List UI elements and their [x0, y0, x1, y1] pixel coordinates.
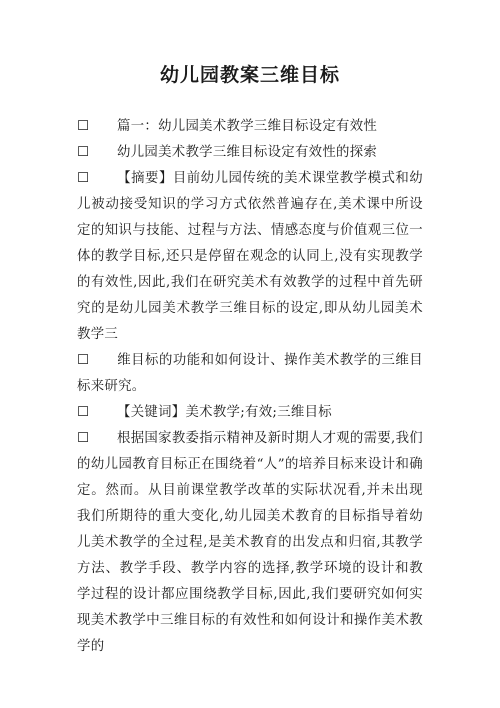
paragraph-abstract [77, 166, 423, 348]
paragraph-text: 篇一：幼儿园美术教学三维目标设定有效性 [117, 119, 378, 134]
document-title: 幼儿园教案三维目标 [159, 64, 340, 86]
checkbox-marker-icon: ☐ [77, 405, 90, 420]
paragraph-2 [77, 140, 423, 166]
checkbox-marker-icon: ☐ [77, 353, 90, 368]
checkbox-marker-icon: ☐ [77, 171, 90, 186]
document-body [77, 114, 423, 660]
checkbox-marker-icon: ☐ [77, 119, 90, 134]
checkbox-marker-icon: ☐ [77, 431, 90, 446]
paragraph-text: 【摘要】目前幼儿园传统的美术课堂教学模式和幼儿被动接受知识的学习方式依然普遍存在,美术课中所设定的知识与技能、过程与方法、情感态度与价值观三位一体的教学目标,还只是停留在观念的认同上,没有实现教学的有效性,因此,我们在研究美术有效教学的过程中首先研究的是幼儿园美术教学三维目标的设定,即从幼儿园美术教学三 [77, 171, 423, 342]
checkbox-marker-icon: ☐ [77, 145, 90, 160]
paragraph-keywords [77, 400, 423, 426]
paragraph-1 [77, 114, 423, 140]
paragraph-text: 根据国家教委指示精神及新时期人才观的需要,我们的幼儿园教育目标正在围绕着“人”的培养目标来设计和确定。然而。从目前课堂教学改革的实际状况看,并未出现我们所期待的重大变化,幼儿园美术教育的目标指导着幼儿美术教学的全过程,是美术教育的出发点和归宿,其教学方法、教学手段、教学内容的选择,教学环境的设计和教学过程的设计都应围绕教学目标,因此,我们要研究如何实现美术教学中三维目标的有效性和如何设计和操作美术教学的 [77, 431, 423, 654]
paragraph-6 [77, 426, 423, 660]
paragraph-4 [77, 348, 423, 400]
paragraph-text: 幼儿园美术教学三维目标设定有效性的探索 [117, 145, 378, 160]
paragraph-text: 【关键词】美术教学;有效;三维目标 [117, 405, 332, 420]
paragraph-text: 维目标的功能和如何设计、操作美术教学的三维目标来研究。 [77, 353, 423, 394]
